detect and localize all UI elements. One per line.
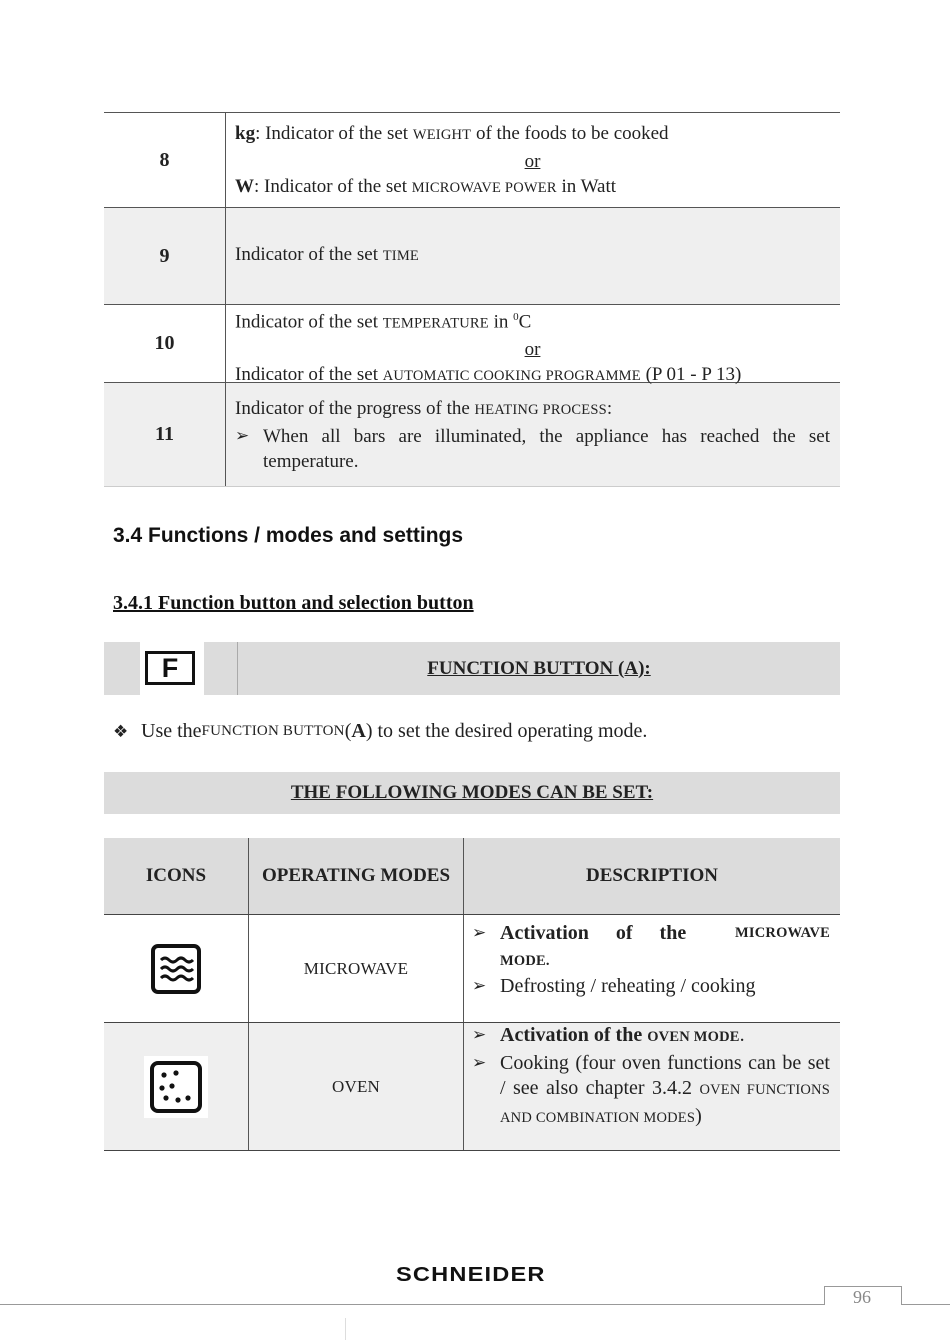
arrow-bullet-icon: ➢ (472, 1052, 487, 1073)
kg-label: kg (235, 123, 256, 144)
text: in Watt (556, 176, 617, 197)
indicator-number: 9 (104, 208, 226, 304)
table-row (104, 1023, 840, 1151)
bullet-item (472, 974, 830, 1000)
text-smallcaps: HEATING PROCESS (474, 402, 607, 418)
modes-table (104, 838, 840, 1151)
text: ) to set the desired operating mode. (365, 720, 648, 742)
indicator-description (226, 208, 840, 304)
mode-description (464, 915, 840, 1022)
bullet-item (472, 921, 830, 974)
modes-banner: THE FOLLOWING MODES CAN BE SET: (104, 772, 840, 814)
indicator-number: 10 (104, 305, 226, 382)
table-header-row (104, 838, 840, 915)
text-smallcaps: OVEN MODE (647, 1029, 740, 1045)
microwave-waves-icon (144, 938, 208, 1000)
text: : Indicator of the set (254, 176, 412, 197)
diamond-bullet-icon: ❖ (113, 721, 129, 742)
bullet-text (500, 921, 830, 974)
bullet-item (472, 1051, 830, 1132)
text-smallcaps: WEIGHT (412, 127, 472, 143)
mode-name (249, 1023, 464, 1150)
indicator-description (226, 305, 840, 386)
or-separator: or (524, 150, 541, 172)
mode-description (464, 1023, 840, 1150)
text: Cooking (four oven functions can be set / see also chapter 3.4.2 (500, 1051, 830, 1099)
button-letter: A (351, 720, 366, 742)
mode-label: OVEN (331, 1076, 380, 1096)
text: Indicator of the progress of the (235, 398, 475, 419)
indicator-row-11 (104, 382, 840, 487)
text: Use the (141, 720, 202, 742)
arrow-bullet-icon: ➢ (472, 923, 487, 943)
section-heading: 3.4 Functions / modes and settings (113, 524, 464, 547)
bullet-text (500, 1051, 830, 1132)
indicator-row-9 (104, 207, 840, 304)
arrow-bullet-icon: ➢ (235, 425, 250, 446)
text-smallcaps: AUTOMATIC COOKING PROGRAMME (382, 368, 641, 385)
text-smallcaps: TEMPERATURE (382, 315, 489, 332)
subsection-heading: 3.4.1 Function button and selection button (113, 592, 474, 614)
text: ( (344, 720, 352, 742)
divider (345, 1318, 346, 1340)
icon-cell (104, 1023, 249, 1150)
mode-label: MICROWAVE (303, 958, 409, 978)
column-header-icons: ICONS (104, 838, 249, 914)
text: : (606, 398, 613, 419)
column-header-modes: OPERATING MODES (249, 838, 464, 914)
text: ) (695, 1104, 702, 1127)
icon-cell (104, 915, 249, 1022)
bullet-item (472, 1023, 830, 1051)
text: (P 01 - P 13) (640, 364, 742, 386)
indicator-number: 11 (104, 383, 226, 486)
function-key-icon: F (145, 651, 195, 685)
arrow-bullet-icon: ➢ (472, 1025, 487, 1045)
footer-rule (0, 1304, 950, 1305)
function-button-title: FUNCTION BUTTON (A): (427, 657, 651, 679)
text-smallcaps: FUNCTION BUTTON (201, 723, 345, 739)
indicator-number: 8 (104, 113, 226, 207)
brand-logo: SCHNEIDER (396, 1264, 546, 1286)
bullet-text: Defrosting / reheating / cooking (500, 975, 756, 997)
text: Activation of the (500, 922, 687, 944)
column-header-description: DESCRIPTION (586, 865, 718, 886)
text: C (518, 311, 532, 333)
indicator-row-10 (104, 304, 840, 386)
table-row (104, 915, 840, 1023)
text-smallcaps: MICROWAVE (735, 925, 830, 941)
text-smallcaps: TIME (382, 248, 419, 265)
w-label: W (235, 176, 254, 197)
indicator-description (226, 113, 840, 207)
oven-dots-icon (144, 1056, 208, 1118)
text: in (488, 311, 514, 333)
or-separator: or (524, 338, 541, 360)
text-smallcaps: MICROWAVE POWER (411, 180, 557, 196)
mode-name (249, 915, 464, 1022)
text: Indicator of the set (235, 364, 383, 386)
text: : Indicator of the set (255, 123, 413, 144)
bullet-item (235, 424, 830, 475)
text: Indicator of the set (235, 311, 383, 333)
text: Activation of the (500, 1024, 648, 1046)
instruction-line (113, 720, 647, 743)
indicator-table (104, 112, 840, 487)
degree-superscript: 0 (513, 311, 519, 323)
text: of the foods to be cooked (471, 123, 669, 144)
indicator-description (226, 383, 840, 486)
bullet-text: When all bars are illuminated, the appliance has reached the set temperature. (263, 425, 830, 472)
text-smallcaps: MODE. (500, 952, 550, 969)
page-number: 96 (853, 1287, 871, 1307)
text: . (739, 1024, 745, 1046)
bullet-text (500, 1023, 830, 1051)
arrow-bullet-icon: ➢ (472, 976, 487, 996)
text: Indicator of the set (235, 244, 383, 266)
text-smallcaps: OVEN FUNCTIONS AND COMBINATION MODES (500, 1082, 830, 1126)
indicator-row-8 (104, 112, 840, 207)
